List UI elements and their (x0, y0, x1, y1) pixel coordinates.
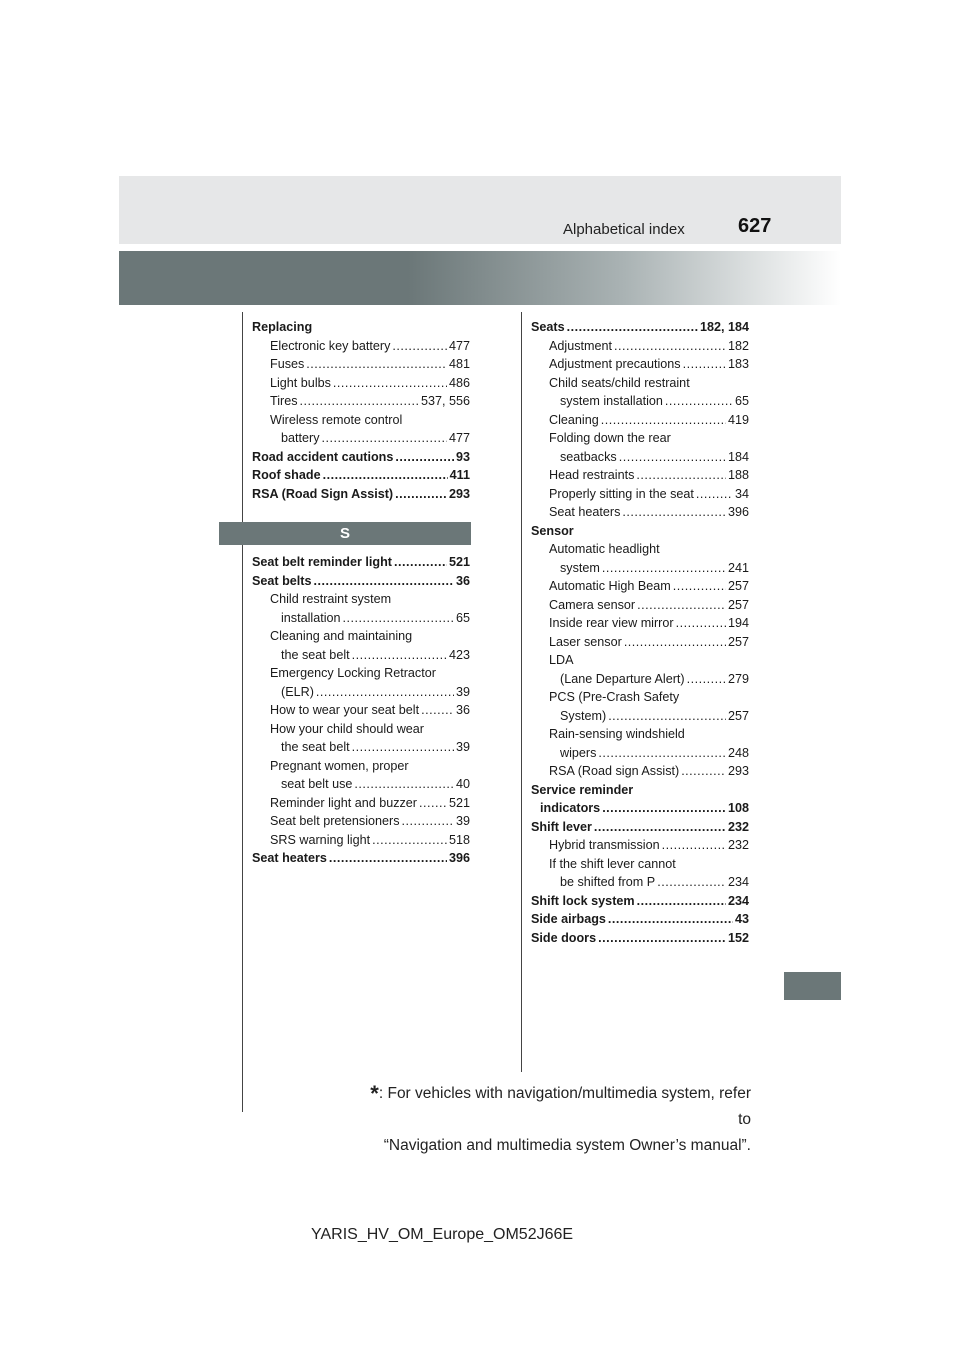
index-entry (531, 670, 749, 689)
index-entry-label: Tires (270, 394, 298, 408)
index-entry-label: Properly sitting in the seat (549, 486, 694, 501)
index-entry-label: Service reminder (531, 782, 634, 797)
index-entry-page: 182, 184 (699, 320, 749, 334)
index-entry-page: 183 (727, 357, 749, 371)
index-entry (252, 794, 470, 813)
dot-leader (636, 466, 726, 485)
dot-leader (333, 374, 447, 393)
index-entry-label: battery (281, 431, 320, 445)
index-entry-label: Roof shade (252, 468, 321, 482)
decorative-gradient-band (119, 251, 841, 305)
index-entry (252, 590, 470, 609)
index-entry-label: Sensor (531, 523, 574, 538)
index-entry (252, 812, 470, 831)
index-entry (252, 831, 470, 850)
dot-leader (624, 633, 726, 652)
index-entry (531, 762, 749, 781)
dot-leader (608, 910, 733, 929)
index-entry (531, 355, 749, 374)
index-entry-page: 65 (734, 394, 749, 408)
index-entry-page: 293 (448, 486, 470, 501)
index-entry (252, 627, 470, 646)
index-entry-page: 234 (727, 875, 749, 889)
index-entry (252, 553, 470, 572)
index-entry-label: LDA (549, 653, 574, 667)
footnote-line-1: : For vehicles with navigation/multimedia system, refer to (378, 1085, 751, 1128)
dot-leader (323, 466, 448, 485)
index-entry (252, 448, 470, 467)
dot-leader (665, 392, 733, 411)
dot-leader (314, 572, 454, 591)
index-entry-label: RSA (Road Sign Assist) (252, 486, 394, 501)
index-entry (252, 701, 470, 720)
index-entry (531, 485, 749, 504)
index-entry (531, 559, 749, 578)
index-entry (252, 466, 470, 485)
index-entry-label: (ELR) (281, 684, 314, 699)
index-entry-page: 481 (448, 357, 470, 371)
dot-leader (608, 707, 726, 726)
dot-leader (306, 355, 447, 374)
index-entry-label: the seat belt (281, 647, 350, 662)
index-entry-page: 477 (448, 338, 470, 353)
index-entry-label: Rain-sensing windshield (549, 727, 685, 741)
dot-leader (676, 614, 726, 633)
index-entry-label: Folding down the rear (549, 431, 671, 445)
index-entry-page: 293 (727, 764, 749, 778)
index-entry-label: Head restraints (549, 468, 635, 482)
index-entry-label: Road accident cautions (252, 449, 394, 464)
dot-leader (602, 559, 726, 578)
index-entry-label: Hybrid transmission (549, 838, 660, 852)
index-entry-label: Seat belt reminder light (252, 555, 392, 569)
index-entry-label: Child restraint system (270, 592, 392, 606)
index-entry-label: Inside rear view mirror (549, 616, 674, 630)
dot-leader (419, 794, 447, 813)
chapter-tab (784, 972, 841, 1000)
dot-leader (352, 646, 447, 665)
footnote-marker: * (370, 1081, 379, 1106)
index-entry (531, 392, 749, 411)
index-entry-page: 257 (727, 708, 749, 723)
dot-leader (673, 577, 726, 596)
dot-leader (421, 701, 454, 720)
index-column-left-bottom (252, 553, 470, 868)
index-entry-label: SRS warning light (270, 832, 371, 847)
index-entry-page: 36 (455, 573, 470, 588)
index-entry (252, 720, 470, 739)
index-entry (531, 596, 749, 615)
dot-leader (300, 392, 419, 411)
index-entry-label: If the shift lever cannot (549, 856, 676, 871)
index-entry-label: Automatic headlight (549, 542, 660, 556)
index-entry-label: How your child should wear (270, 721, 424, 736)
index-entry-page: 521 (448, 555, 470, 569)
index-entry (252, 411, 470, 430)
index-entry-label: Pregnant women, proper (270, 758, 409, 773)
index-entry-page: 234 (727, 893, 749, 908)
index-entry-page: 34 (734, 486, 749, 501)
index-entry (531, 337, 749, 356)
dot-leader (598, 744, 726, 763)
index-entry (531, 929, 749, 948)
index-entry-page: 39 (455, 740, 470, 754)
index-entry (252, 775, 470, 794)
dot-leader (598, 929, 726, 948)
index-entry (252, 429, 470, 448)
dot-leader (352, 738, 454, 757)
index-entry-label: Electronic key battery (270, 338, 391, 353)
dot-leader (402, 812, 454, 831)
index-entry-label: Child seats/child restraint (549, 375, 690, 390)
dot-leader (372, 831, 447, 850)
index-entry-page: 257 (727, 597, 749, 612)
index-entry-label: installation (281, 610, 341, 625)
index-entry (531, 855, 749, 874)
index-entry (252, 337, 470, 356)
index-entry (531, 873, 749, 892)
dot-leader (329, 849, 447, 868)
index-entry-label: Wireless remote control (270, 412, 403, 427)
index-entry-page: 39 (455, 684, 470, 699)
dot-leader (601, 411, 726, 430)
index-entry (252, 355, 470, 374)
index-entry-label: seat belt use (281, 777, 353, 791)
section-title: Alphabetical index (563, 221, 685, 238)
column-divider-left (242, 312, 243, 1112)
index-entry-page: 39 (455, 814, 470, 828)
dot-leader (602, 799, 726, 818)
index-entry (252, 374, 470, 393)
index-entry (531, 818, 749, 837)
dot-leader (622, 503, 726, 522)
index-entry (531, 577, 749, 596)
index-entry (531, 503, 749, 522)
index-entry-page: 65 (455, 610, 470, 625)
index-entry (252, 849, 470, 868)
index-entry (531, 688, 749, 707)
index-entry-page: 184 (727, 449, 749, 464)
index-entry-label: Seat heaters (252, 851, 327, 865)
index-entry-label: Side doors (531, 930, 597, 945)
index-entry-label: Adjustment precautions (549, 357, 681, 371)
page-number: 627 (738, 215, 772, 237)
dot-leader (395, 448, 454, 467)
column-divider-middle (521, 312, 522, 1072)
index-entry-label: PCS (Pre-Crash Safety (549, 690, 680, 704)
dot-leader (696, 485, 733, 504)
index-entry-page: 257 (727, 579, 749, 593)
index-entry-page: 241 (727, 560, 749, 575)
index-entry-page: 279 (727, 671, 749, 686)
dot-leader (662, 836, 726, 855)
index-entry-label: Seat heaters (549, 505, 621, 519)
index-entry (531, 651, 749, 670)
dot-leader (594, 818, 726, 837)
index-entry-page: 152 (727, 930, 749, 945)
index-entry (531, 707, 749, 726)
index-entry (252, 609, 470, 628)
index-entry (531, 910, 749, 929)
index-entry-label: Seat belts (252, 573, 312, 588)
index-entry (252, 318, 470, 337)
index-entry (531, 614, 749, 633)
index-entry-page: 188 (727, 468, 749, 482)
index-entry-label: RSA (Road sign Assist) (549, 764, 680, 778)
index-entry-page: 537, 556 (420, 394, 470, 408)
dot-leader (316, 683, 454, 702)
index-entry-page: 194 (727, 616, 749, 630)
index-entry-label: Laser sensor (549, 634, 622, 649)
document-code: YARIS_HV_OM_Europe_OM52J66E (311, 1226, 574, 1243)
index-entry-label: Seat belt pretensioners (270, 814, 400, 828)
dot-leader (637, 892, 726, 911)
index-entry-label: system (560, 560, 600, 575)
index-entry-page: 36 (455, 703, 470, 717)
index-entry-label: the seat belt (281, 740, 350, 754)
index-entry-page: 419 (727, 412, 749, 427)
index-entry (531, 374, 749, 393)
index-entry-page: 40 (455, 777, 470, 791)
index-entry (531, 429, 749, 448)
dot-leader (343, 609, 454, 628)
dot-leader (395, 485, 447, 504)
footnote-line-2: “Navigation and multimedia system Owner’s manual”. (383, 1137, 751, 1154)
index-entry-label: Shift lock system (531, 893, 635, 908)
index-entry-label: system installation (560, 394, 663, 408)
index-entry (531, 744, 749, 763)
index-entry (531, 633, 749, 652)
index-entry (252, 757, 470, 776)
index-entry-page: 486 (448, 375, 470, 390)
index-entry-page: 423 (448, 647, 470, 662)
index-entry-page: 232 (727, 819, 749, 834)
index-entry-page: 248 (727, 745, 749, 760)
index-entry-page: 93 (455, 449, 470, 464)
dot-leader (681, 762, 726, 781)
index-entry-label: Shift lever (531, 819, 592, 834)
index-entry-label: wipers (560, 745, 597, 760)
dot-leader (322, 429, 447, 448)
index-entry-page: 232 (727, 838, 749, 852)
index-entry (252, 664, 470, 683)
index-entry-label: Reminder light and buzzer (270, 795, 418, 810)
index-entry-page: 521 (448, 795, 470, 810)
index-entry (531, 799, 749, 818)
index-column-right (531, 318, 749, 947)
index-entry-label: Replacing (252, 320, 313, 334)
index-entry (531, 466, 749, 485)
index-entry (531, 540, 749, 559)
index-entry (531, 522, 749, 541)
dot-leader (683, 355, 726, 374)
index-entry-label: Emergency Locking Retractor (270, 666, 436, 680)
index-entry-label: indicators (540, 801, 601, 815)
dot-leader (687, 670, 726, 689)
index-entry-label: System) (560, 708, 607, 723)
index-entry (531, 448, 749, 467)
index-entry-page: 182 (727, 338, 749, 353)
index-entry-label: Adjustment (549, 338, 612, 353)
dot-leader (614, 337, 726, 356)
index-entry (531, 318, 749, 337)
dot-leader (392, 337, 447, 356)
index-entry (252, 485, 470, 504)
index-entry (531, 725, 749, 744)
index-entry-label: Seats (531, 320, 565, 334)
index-entry-label: Cleaning and maintaining (270, 629, 413, 643)
dot-leader (394, 553, 447, 572)
index-entry-page: 43 (734, 912, 749, 926)
header-band (119, 176, 841, 244)
index-entry-page: 518 (448, 832, 470, 847)
dot-leader (657, 873, 726, 892)
index-entry-label: Cleaning (549, 412, 599, 427)
index-entry (252, 392, 470, 411)
index-entry-page: 396 (448, 851, 470, 865)
index-entry (531, 411, 749, 430)
index-entry-page: 257 (727, 634, 749, 649)
index-column-left-top (252, 318, 470, 503)
index-entry-label: Side airbags (531, 912, 606, 926)
index-entry (531, 892, 749, 911)
footnote (357, 1081, 751, 1159)
index-entry-label: seatbacks (560, 449, 617, 464)
index-entry (252, 572, 470, 591)
index-entry (252, 646, 470, 665)
index-entry-page: 108 (727, 801, 749, 815)
index-entry-page: 411 (449, 468, 470, 482)
index-entry-label: Automatic High Beam (549, 579, 671, 593)
dot-leader (354, 775, 454, 794)
letter-heading-s: S (219, 522, 471, 545)
index-entry-label: be shifted from P (560, 875, 656, 889)
dot-leader (567, 318, 698, 337)
index-entry (252, 683, 470, 702)
index-entry-page: 477 (448, 431, 470, 445)
index-entry-label: How to wear your seat belt (270, 703, 420, 717)
index-entry-label: Fuses (270, 357, 305, 371)
index-entry-label: (Lane Departure Alert) (560, 671, 685, 686)
dot-leader (637, 596, 726, 615)
index-entry (531, 781, 749, 800)
dot-leader (619, 448, 726, 467)
index-entry (252, 738, 470, 757)
index-entry-label: Camera sensor (549, 597, 636, 612)
index-entry-page: 396 (727, 505, 749, 519)
index-entry-label: Light bulbs (270, 375, 331, 390)
index-entry (531, 836, 749, 855)
